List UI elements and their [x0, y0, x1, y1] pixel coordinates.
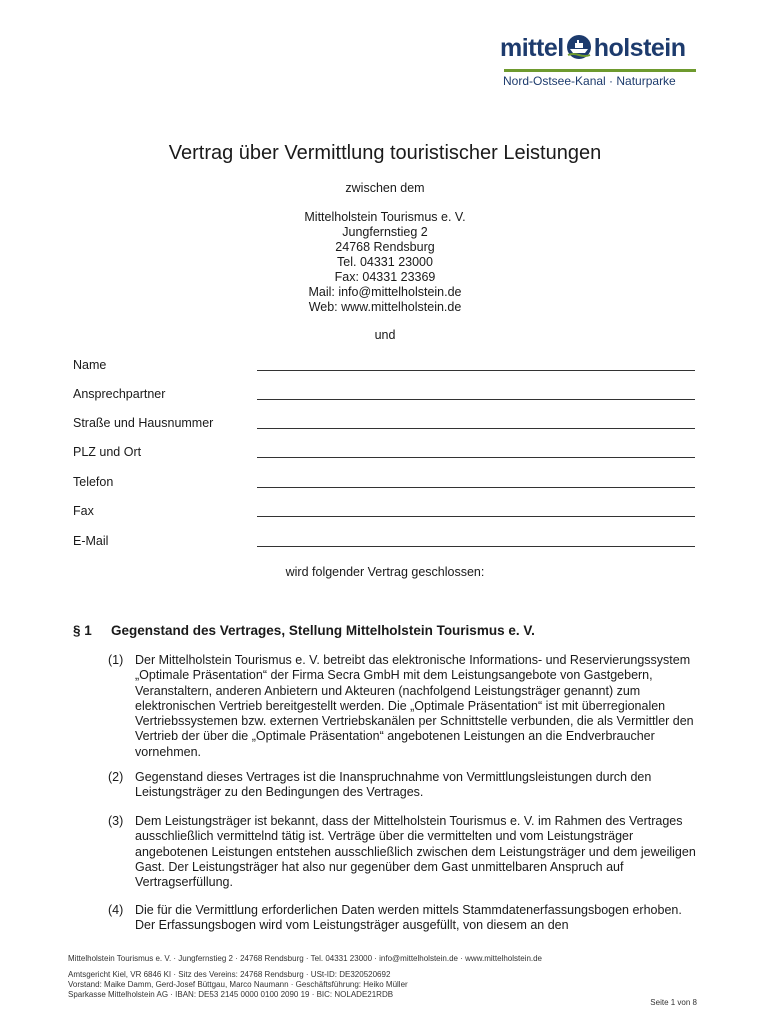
fill-line[interactable] [257, 487, 695, 488]
form-label: E-Mail [73, 534, 109, 548]
form-row-name[interactable] [73, 358, 695, 374]
form-label: Telefon [73, 475, 114, 489]
logo-divider [504, 69, 696, 72]
form-row-email[interactable] [73, 534, 695, 550]
org-name: Mittelholstein Tourismus e. V. [304, 210, 466, 224]
org-tel: Tel. 04331 23000 [337, 255, 433, 269]
org-web: Web: www.mittelholstein.de [308, 300, 462, 314]
fill-line[interactable] [257, 399, 695, 400]
logo-subtitle: Nord-Ostsee-Kanal · Naturparke [503, 74, 676, 88]
section-number: § 1 [73, 623, 92, 638]
paragraph-number: (1) [108, 653, 124, 667]
document-title: Vertrag über Vermittlung touristischer Leistungen [168, 142, 602, 164]
page-number: Seite 1 von 8 [650, 998, 697, 1007]
footer-line-3: Vorstand: Maike Damm, Gerd-Josef Büttgau, Marco Naumann · Geschäftsführung: Heiko Müller [68, 980, 408, 989]
ship-icon [564, 34, 594, 60]
org-address-block [0, 210, 770, 315]
paragraph-text: Gegenstand dieses Vertrages ist die Inanspruchnahme von Vermittlungsleistungen durch den Leistungsträger zu den Bedingungen des Vertrages. [135, 770, 652, 800]
footer-line-2: Amtsgericht Kiel, VR 6846 KI · Sitz des Vereins: 24768 Rendsburg · USt-ID: DE320520692 [68, 970, 391, 979]
paragraph-text: Die für die Vermittlung erforderlichen Daten werden mittels Stammdatenerfassungsbogen erhoben. Der Erfassungsbogen wird vom Leistungsträger ausgefüllt, von diesem an den [135, 903, 682, 933]
form-row-fax[interactable] [73, 504, 695, 520]
fill-line[interactable] [257, 370, 695, 371]
org-fax: Fax: 04331 23369 [334, 270, 436, 284]
form-row-street[interactable] [73, 416, 695, 432]
fill-line[interactable] [257, 546, 695, 547]
paragraph-number: (2) [108, 770, 124, 784]
paragraph-3 [108, 814, 698, 890]
form-label: Fax [73, 504, 94, 518]
fill-line[interactable] [257, 516, 695, 517]
form-label: Name [73, 358, 107, 372]
paragraph-number: (3) [108, 814, 124, 828]
fill-line[interactable] [257, 457, 695, 458]
logo-word-mittel: mittel [500, 34, 564, 62]
mittelholstein-logo [500, 34, 700, 88]
footer-line-1: Mittelholstein Tourismus e. V. · Jungfernstieg 2 · 24768 Rendsburg · Tel. 04331 23000 · info@mittelholstein.de · www.mittelholstein.de [68, 954, 543, 963]
paragraph-number: (4) [108, 903, 124, 917]
paragraph-text: Dem Leistungsträger ist bekannt, dass der Mittelholstein Tourismus e. V. im Rahmen des Vertrages ausschließlich vermittelnd tätig ist. Verträge über die vermittelten und vom Leistungsträger angebotenen Leistungen entstehen ausschließlich zwischen dem Leistungsträger und dem jeweiligen Gast. Der Leistungsträger hat also nur gegenüber dem Gast unmittelbaren Anspruch auf Vertragserfüllung. [135, 814, 696, 890]
paragraph-1 [108, 653, 698, 760]
logo-word-holstein: holstein [593, 34, 686, 62]
org-city: 24768 Rendsburg [335, 240, 435, 254]
form-row-contact[interactable] [73, 387, 695, 403]
section-title: Gegenstand des Vertrages, Stellung Mittelholstein Tourismus e. V. [111, 623, 535, 638]
org-mail: Mail: info@mittelholstein.de [308, 285, 462, 299]
section-heading [73, 623, 535, 638]
form-label: Straße und Hausnummer [73, 416, 214, 430]
closing-text: wird folgender Vertrag geschlossen: [285, 565, 485, 579]
footer-line-4: Sparkasse Mittelholstein AG · IBAN: DE53 2145 0000 0100 2090 19 · BIC: NOLADE21RDB [68, 990, 394, 999]
form-label: PLZ und Ort [73, 445, 142, 459]
org-street: Jungfernstieg 2 [342, 225, 428, 239]
form-row-phone[interactable] [73, 475, 695, 491]
form-label: Ansprechpartner [73, 387, 166, 401]
logo-wordmark [500, 34, 686, 63]
and-text: und [374, 328, 396, 342]
paragraph-4 [108, 903, 698, 934]
form-row-zip-city[interactable] [73, 445, 695, 461]
paragraph-2 [108, 770, 698, 801]
between-text: zwischen dem [345, 181, 425, 195]
fill-line[interactable] [257, 428, 695, 429]
paragraph-text: Der Mittelholstein Tourismus e. V. betreibt das elektronische Informations- und Reservierungssystem „Optimale Präsentation“ der Firma Secra GmbH mit dem Leistungsangebote von Gastgebern, Veranstaltern, anderen Anbietern und Akteuren (nachfolgend Leistungsträger genannt) zum elektronischen Vertrieb bereitgestellt werden. Die „Optimale Präsentation“ ist mit überregionalen Vertriebssystemen bzw. externen Vertriebskanälen per Schnittstelle verbunden, die als Vermittler den Vertrieb der über die „Optimale Präsentation“ angebotenen Leistungen an die Endverbraucher vornehmen. [135, 653, 694, 759]
